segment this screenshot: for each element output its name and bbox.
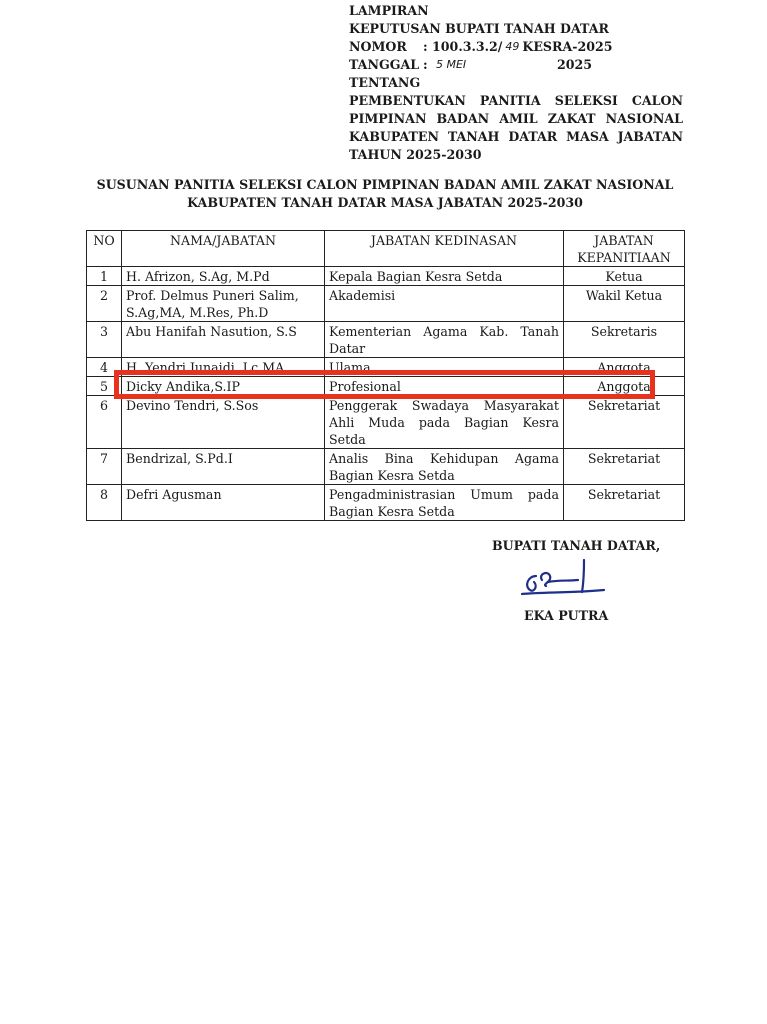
document-title — [60, 176, 710, 212]
signature-title: BUPATI TANAH DATAR, — [492, 538, 661, 553]
table-row — [87, 322, 685, 358]
subject-line-4: TAHUN 2025-2030 — [349, 147, 482, 162]
table-row — [87, 286, 685, 322]
nomor-suffix: KESRA-2025 — [522, 39, 613, 54]
row-kepanitiaan: Anggota — [564, 358, 685, 377]
row-no: 1 — [87, 267, 122, 286]
row-kepanitiaan: Sekretaris — [564, 322, 685, 358]
row-no: 8 — [87, 485, 122, 521]
row-nama: Defri Agusman — [122, 485, 325, 521]
row-dinas: Penggerak Swadaya Masyarakat Ahli Muda pada Bagian Kesra Setda — [325, 396, 564, 449]
committee-table — [86, 230, 685, 521]
row-no: 3 — [87, 322, 122, 358]
header-nama: NAMA/JABATAN — [122, 231, 325, 267]
row-nama: H. Yendri Junaidi, Lc.MA — [122, 358, 325, 377]
row-no: 5 — [87, 377, 122, 396]
row-no: 6 — [87, 396, 122, 449]
tanggal-colon: : — [423, 57, 428, 72]
row-dinas: Analis Bina Kehidupan Agama Bagian Kesra Setda — [325, 449, 564, 485]
row-kepanitiaan: Wakil Ketua — [564, 286, 685, 322]
tanggal-row — [349, 56, 683, 74]
tanggal-label: TANGGAL — [349, 57, 420, 72]
nomor-label: NOMOR — [349, 39, 407, 54]
row-dinas: Akademisi — [325, 286, 564, 322]
header-kepanitiaan: JABATAN KEPANITIAAN — [564, 231, 685, 267]
table-row — [87, 267, 685, 286]
nomor-row — [349, 38, 683, 56]
row-kepanitiaan: Ketua — [564, 267, 685, 286]
tentang-label: TENTANG — [349, 75, 421, 90]
table-row — [87, 358, 685, 377]
title-line-2: KABUPATEN TANAH DATAR MASA JABATAN 2025-2030 — [187, 195, 583, 210]
subject-line-2: PIMPINAN BADAN AMIL ZAKAT NASIONAL — [349, 111, 683, 126]
row-no: 7 — [87, 449, 122, 485]
table-row-highlighted — [87, 377, 685, 396]
row-no: 2 — [87, 286, 122, 322]
row-kepanitiaan: Sekretariat — [564, 449, 685, 485]
header-dinas: JABATAN KEDINASAN — [325, 231, 564, 267]
tanggal-handwritten: 5 MEI — [436, 58, 467, 71]
table-row — [87, 485, 685, 521]
row-kepanitiaan: Sekretariat — [564, 485, 685, 521]
subject-line-1: PEMBENTUKAN PANITIA SELEKSI CALON — [349, 93, 683, 108]
row-nama: Dicky Andika,S.IP — [122, 377, 325, 396]
row-dinas: Pengadministrasian Umum pada Bagian Kesra Setda — [325, 485, 564, 521]
keputusan-label: KEPUTUSAN BUPATI TANAH DATAR — [349, 21, 609, 36]
lampiran-header — [349, 2, 683, 164]
tanggal-year: 2025 — [557, 57, 593, 72]
row-kepanitiaan: Sekretariat — [564, 396, 685, 449]
row-dinas: Profesional — [325, 377, 564, 396]
lampiran-label: LAMPIRAN — [349, 3, 429, 18]
title-line-1: SUSUNAN PANITIA SELEKSI CALON PIMPINAN BADAN AMIL ZAKAT NASIONAL — [96, 177, 674, 192]
row-no: 4 — [87, 358, 122, 377]
table-header-row — [87, 231, 685, 267]
row-dinas: Kementerian Agama Kab. Tanah Datar — [325, 322, 564, 358]
row-dinas: Ulama — [325, 358, 564, 377]
row-nama: Bendrizal, S.Pd.I — [122, 449, 325, 485]
signature-scribble — [512, 556, 622, 608]
row-nama: Abu Hanifah Nasution, S.S — [122, 322, 325, 358]
table-row — [87, 396, 685, 449]
row-nama: H. Afrizon, S.Ag, M.Pd — [122, 267, 325, 286]
nomor-handwritten: 49 — [505, 40, 520, 53]
nomor-prefix: : 100.3.3.2/ — [423, 39, 503, 54]
subject-line-3: KABUPATEN TANAH DATAR MASA JABATAN — [349, 129, 683, 144]
table-row — [87, 449, 685, 485]
header-no: NO — [87, 231, 122, 267]
row-dinas: Kepala Bagian Kesra Setda — [325, 267, 564, 286]
row-nama: Prof. Delmus Puneri Salim, S.Ag,MA, M.Res, Ph.D — [122, 286, 325, 322]
row-nama: Devino Tendri, S.Sos — [122, 396, 325, 449]
signature-name: EKA PUTRA — [524, 608, 609, 623]
row-kepanitiaan: Anggota — [564, 377, 685, 396]
